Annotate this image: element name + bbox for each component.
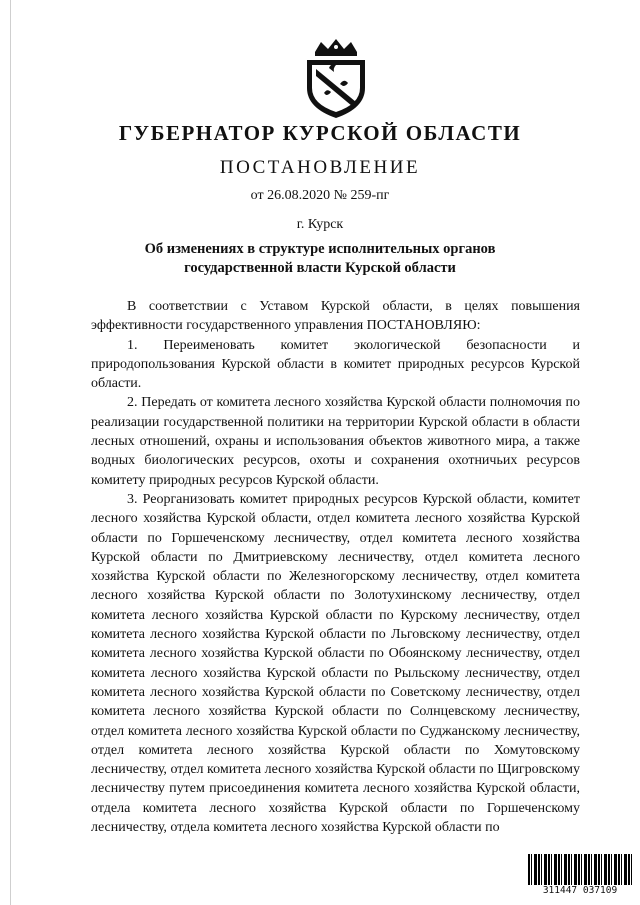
document-date-number: от 26.08.2020 № 259-пг xyxy=(250,188,390,203)
kursk-coat-of-arms-icon xyxy=(303,38,369,120)
preamble-paragraph: В соответствии с Уставом Курской области, в целях повышения эффективности государственного управления ПОСТАНОВЛЯЮ: xyxy=(91,299,580,334)
document-subject: Об изменениях в структуре исполнительных органов государственной власти Курской области xyxy=(144,241,496,276)
clause-1-paragraph: 1. Переименовать комитет экологической безопасности и природопользования Курской области в комитет природных ресурсов Курской области. xyxy=(91,337,580,392)
barcode-number: 311447 037109 xyxy=(528,885,632,897)
document-type: ПОСТАНОВЛЕНИЕ xyxy=(219,157,421,178)
governor-title: ГУБЕРНАТОР КУРСКОЙ ОБЛАСТИ xyxy=(118,121,522,145)
clause-2-paragraph: 2. Передать от комитета лесного хозяйства Курской области полномочия по реализации государственной политики на территории Курской области в области лесных отношений, охраны и использования объектов животного мира, а также водных биологических ресурсов, охоты и сохранения охотничьих ресурсов комитету природных ресурсов Курской области. xyxy=(91,395,580,488)
clause-3-paragraph: 3. Реорганизовать комитет природных ресурсов Курской области, комитет лесного хозяйства Курской области, отдел комитета лесного хозяйства Курской области по Горшеченскому лесничеству, отдел комитета лесного хозяйства Курской области по Дмитриевскому лесничеству, отдел комитета лесного хозяйства Курской области по Железногорскому лесничеству, отдел комитета лесного хозяйства Курской области по Золотухинскому лесничеству, отдел комитета лесного хозяйства Курской области по Курскому лесничеству, отдел комитета лесного хозяйства Курской области по Льговскому лесничеству, отдел комитета лесного хозяйства Курской области по Обоянскому лесничеству, отдел комитета лесного хозяйства Курской области по Рыльскому лесничеству, отдел комитета лесного хозяйства Курской области по Советскому лесничеству, отдел комитета лесного хозяйства Курской области по Солнцевскому лесничеству, отдел комитета лесного хозяйства Курской области по Суджанскому лесничеству, отдел комитета лесного хозяйства Курской области по Хомутовскому лесничеству, отдел комитета лесного хозяйства Курской области по Щигровскому лесничеству путем присоединения комитета лесного хозяйства Курской области, отдела комитета лесного хозяйства Курской области по Горшеченскому лесничеству, отдела комитета лесного хозяйства Курской области по xyxy=(91,491,580,836)
document-body xyxy=(91,297,580,837)
document-city: г. Курск xyxy=(296,217,344,232)
barcode-icon xyxy=(528,854,632,886)
barcode xyxy=(528,854,632,898)
